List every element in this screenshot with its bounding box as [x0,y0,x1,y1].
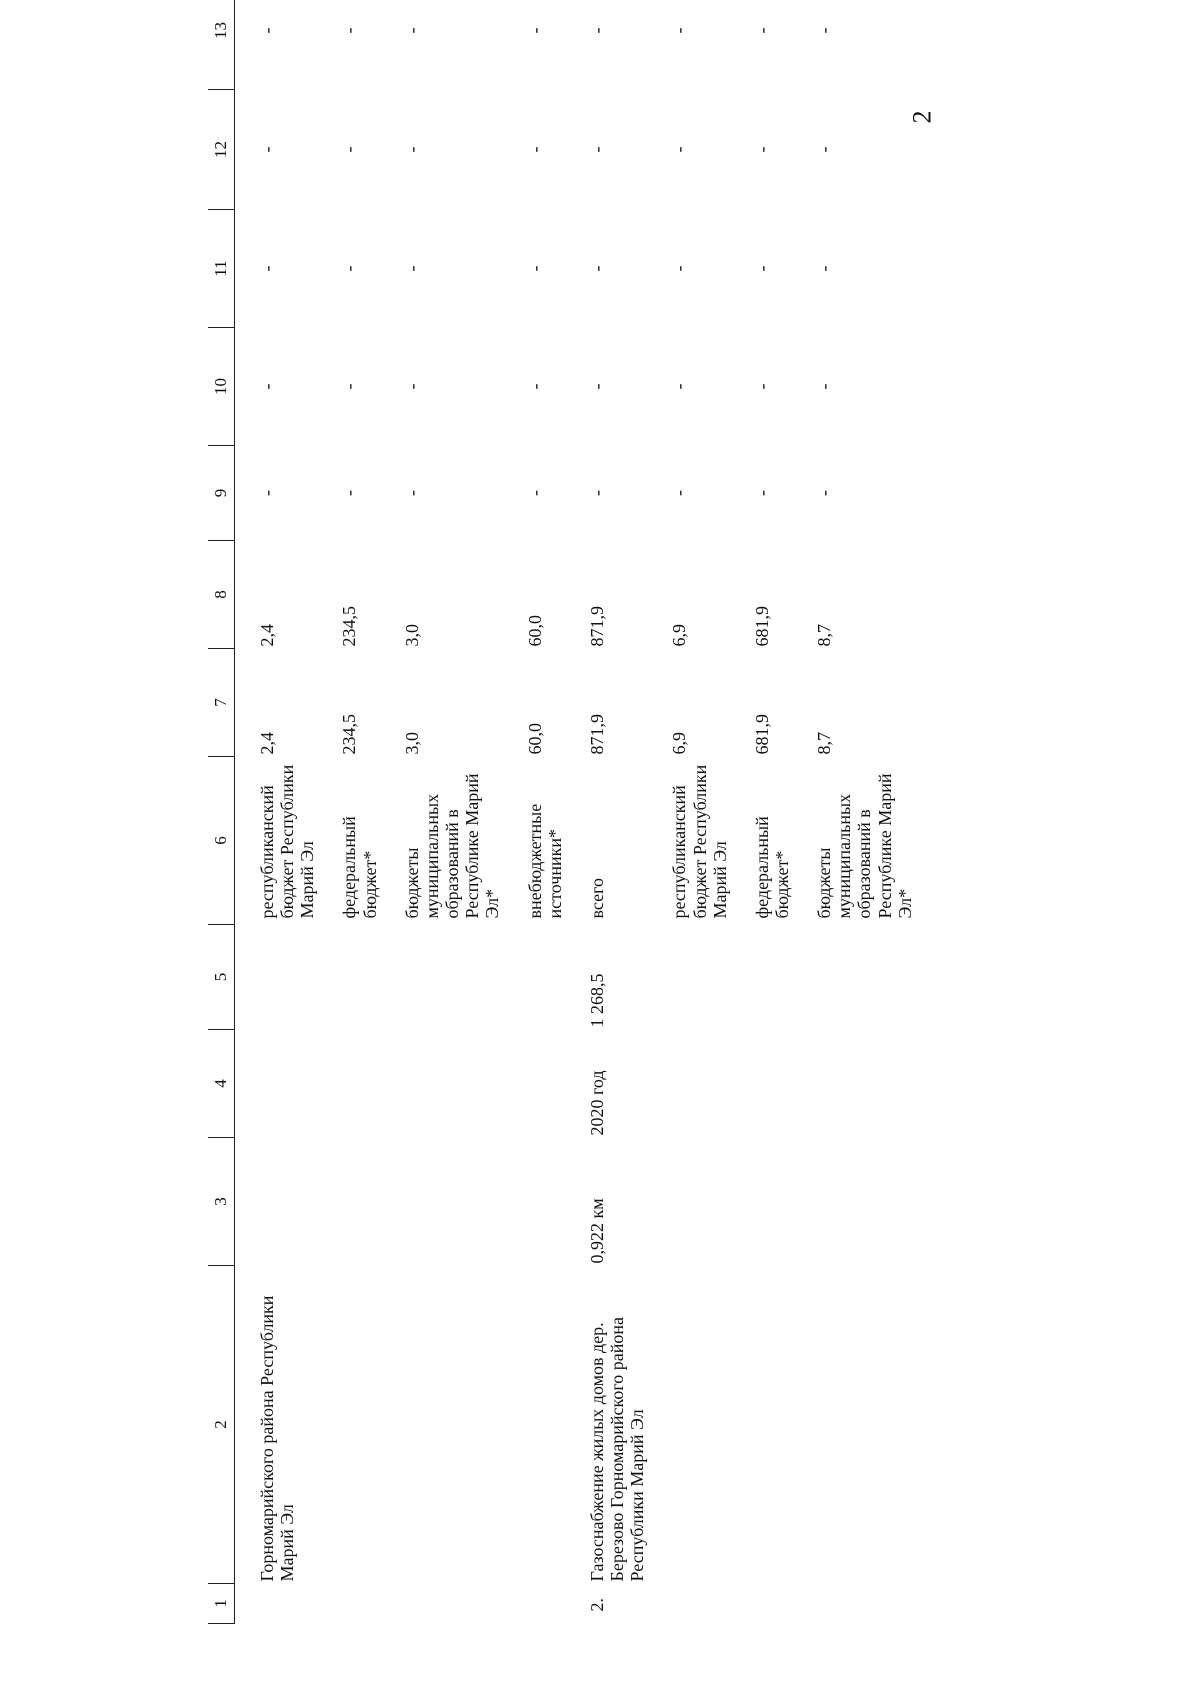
table-cell-c7: 8,7 [814,732,835,755]
column-header: 4 [208,1030,235,1138]
table-cell-c10: - [524,383,545,390]
table-row [587,0,647,1624]
column-header: 3 [208,1138,235,1266]
table-cell-c3 [402,1138,503,1266]
table-row [814,0,915,1624]
table-cell-c10: - [586,383,607,390]
table-cell-c4: 2020 год [586,1070,607,1136]
table-cell-c1 [525,1584,565,1624]
table-cell-c10: - [751,383,772,390]
table-cell-c13: - [524,27,545,34]
table-cell-c6: внебюджетные источники* [524,803,565,919]
table-cell-c6: республиканский бюджет Республики Марий Эл [257,764,318,919]
table-cell-c1 [669,1584,729,1624]
column-header: 6 [208,757,235,925]
table-row [752,0,792,1624]
table-cell-c8: 60,0 [524,615,545,647]
table-cell-c2 [752,1266,792,1584]
table-cell-c7: 2,4 [257,732,277,755]
table-cell-c6: федеральный бюджет* [751,816,792,919]
table-cell-c4 [339,1030,379,1138]
table-cell-c13: - [401,27,422,34]
table-cell-c6: бюджеты муниципальных образований в Республике Марий Эл* [401,773,503,919]
table-cell-c3: 0,922 км [586,1198,607,1264]
table-cell-c3 [257,1138,317,1266]
table-cell-c1 [257,1584,317,1624]
table-cell-c10: - [814,383,835,390]
table-cell-c13: - [814,27,835,34]
table-cell-c8: 2,4 [257,624,277,647]
spacer-cell [380,0,402,1624]
table-cell-c5 [257,925,317,1030]
table-cell-c7: 871,9 [586,714,607,755]
table-cell-c4 [402,1030,503,1138]
table-cell-c8: 234,5 [339,606,360,647]
table-cell-c7: 3,0 [401,732,422,755]
table-cell-c11: - [669,265,690,272]
table-cell-c11: - [751,265,772,272]
table-cell-c13: - [586,27,607,34]
table-cell-c3 [669,1138,729,1266]
table-cell-c2 [669,1266,729,1584]
table-cell-c3 [339,1138,379,1266]
table-cell-c7: 234,5 [339,714,360,755]
spacer-cell [792,0,814,1624]
table-cell-c3 [814,1138,915,1266]
table-cell-c10: - [339,383,360,390]
table-cell-c11: - [339,265,360,272]
column-header: 11 [208,210,235,328]
table-cell-c6: бюджеты муниципальных образований в Республике Марий Эл* [814,773,915,919]
spacer-cell [565,0,587,1624]
column-header: 8 [208,541,235,649]
table-cell-c1 [402,1584,503,1624]
table-row [257,0,317,1624]
row-spacer [730,0,752,1624]
spacer-cell [730,0,752,1624]
column-header: 13 [208,0,235,90]
table-cell-c2 [402,1266,503,1584]
table-cell-c12: - [751,146,772,153]
table-cell-c2 [814,1266,915,1584]
table-row [525,0,565,1624]
row-spacer [647,0,669,1624]
column-header: 12 [208,90,235,210]
table-cell-c7: 681,9 [751,714,772,755]
table-header [208,0,235,1624]
table-row [402,0,503,1624]
table-row [669,0,729,1624]
table-cell-c9: - [524,490,545,496]
table-cell-c4 [525,1030,565,1138]
table-body [235,0,915,1624]
row-spacer [565,0,587,1624]
table-cell-c7: 60,0 [524,723,545,755]
table-cell-c10: - [401,383,422,390]
table-cell-c12: - [257,146,277,153]
table-cell-c5 [402,925,503,1030]
table-cell-c5 [814,925,915,1030]
row-spacer [792,0,814,1624]
column-header: 7 [208,649,235,757]
table-cell-c2 [525,1266,565,1584]
table-cell-c5 [752,925,792,1030]
table-cell-c1 [814,1584,915,1624]
table-cell-c5 [339,925,379,1030]
column-header: 2 [208,1266,235,1584]
table-cell-c5: 1 268,5 [586,973,607,1028]
column-header: 9 [208,446,235,541]
spacer-cell [235,0,258,1624]
spacer-cell [317,0,339,1624]
budget-table [208,0,915,1624]
table-cell-c1 [339,1584,379,1624]
table-cell-c8: 8,7 [814,624,835,647]
table-cell-c5 [525,925,565,1030]
table-cell-c2: Горномарийского района Республики Марий Эл [257,1295,298,1582]
table-cell-c8: 681,9 [751,606,772,647]
table-cell-c8: 3,0 [401,624,422,647]
table-cell-c11: - [401,265,422,272]
table-cell-c9: - [257,490,277,496]
table-cell-c1: 2. [586,1598,607,1612]
table-cell-c11: - [524,265,545,272]
row-spacer [235,0,258,1624]
table-cell-c12: - [814,146,835,153]
table-cell-c9: - [814,490,835,496]
table-cell-c2 [339,1266,379,1584]
table-cell-c10: - [257,383,277,390]
table-cell-c13: - [257,27,277,34]
table-cell-c9: - [669,490,690,496]
table-cell-c7: 6,9 [669,732,690,755]
column-header: 5 [208,925,235,1030]
table-cell-c9: - [586,490,607,496]
spacer-cell [647,0,669,1624]
row-spacer [503,0,525,1624]
row-spacer [317,0,339,1624]
column-header: 1 [208,1584,235,1624]
table-cell-c6: всего [586,877,607,919]
table-cell-c1 [752,1584,792,1624]
table-cell-c12: - [401,146,422,153]
table-cell-c9: - [339,490,360,496]
row-spacer [380,0,402,1624]
column-header: 10 [208,328,235,446]
table-cell-c4 [669,1030,729,1138]
table-cell-c11: - [257,265,277,272]
spacer-cell [503,0,525,1624]
table-cell-c8: 871,9 [586,606,607,647]
table-cell-c2: Газоснабжение жилых домов дер. Березово Горномарийского района Республики Марий Эл [586,1316,648,1582]
table-cell-c13: - [669,27,690,34]
page-number: 2 [907,110,937,124]
table-cell-c6: федеральный бюджет* [339,816,380,919]
table-cell-c3 [525,1138,565,1266]
table-cell-c12: - [586,146,607,153]
table-cell-c9: - [751,490,772,496]
table-cell-c11: - [814,265,835,272]
table-cell-c5 [669,925,729,1030]
table-cell-c4 [752,1030,792,1138]
table-cell-c11: - [586,265,607,272]
table-cell-c13: - [751,27,772,34]
table-cell-c13: - [339,27,360,34]
table-cell-c4 [257,1030,317,1138]
table-cell-c10: - [669,383,690,390]
table-cell-c12: - [669,146,690,153]
table-cell-c9: - [401,490,422,496]
table-cell-c12: - [339,146,360,153]
table-cell-c12: - [524,146,545,153]
table-row [339,0,379,1624]
table-cell-c8: 6,9 [669,624,690,647]
table-cell-c6: республиканский бюджет Республики Марий Эл [669,764,730,919]
table-cell-c3 [752,1138,792,1266]
table-cell-c4 [814,1030,915,1138]
